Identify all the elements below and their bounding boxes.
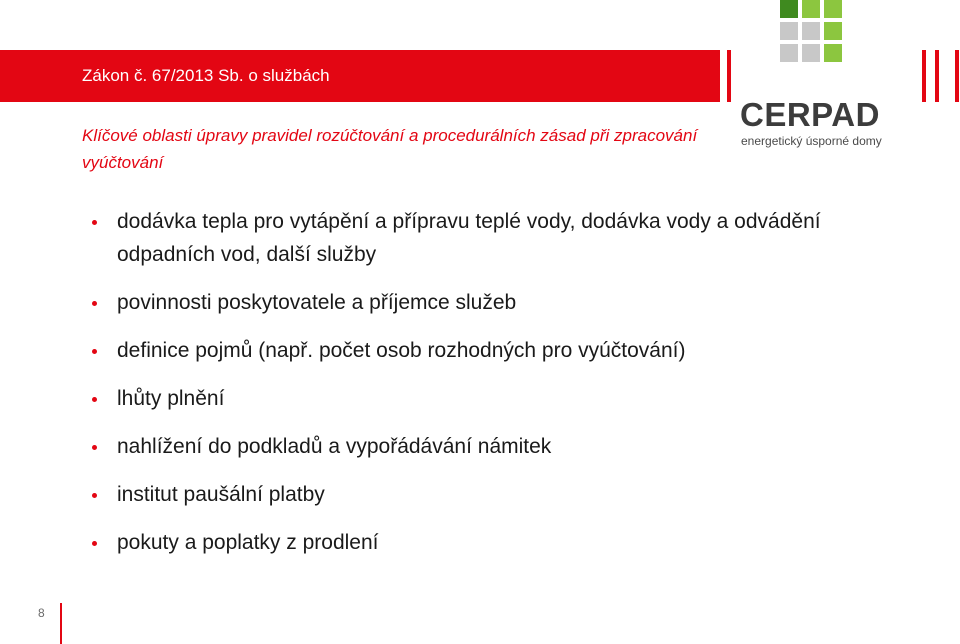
bullet-icon <box>92 445 97 450</box>
logo-square <box>824 0 842 18</box>
page-number: 8 <box>38 606 45 620</box>
list-item <box>92 478 852 511</box>
list-item <box>92 334 852 367</box>
list-item-text: povinnosti poskytovatele a příjemce služeb <box>117 291 517 314</box>
list-item-text: lhůty plnění <box>117 387 225 410</box>
decorative-bar <box>935 50 939 102</box>
bullet-list <box>92 205 852 574</box>
logo-square <box>780 0 798 18</box>
logo-square <box>780 44 798 62</box>
logo-square <box>780 22 798 40</box>
logo-square <box>802 44 820 62</box>
bullet-icon <box>92 349 97 354</box>
list-item-text: definice pojmů (např. počet osob rozhodných pro vyúčtování) <box>117 339 686 362</box>
list-item-text: dodávka tepla pro vytápění a přípravu teplé vody, dodávka vody a odvádění odpadních vod, další služby <box>117 210 821 266</box>
list-item <box>92 430 852 463</box>
list-item <box>92 526 852 559</box>
footer-divider <box>60 603 62 644</box>
bullet-icon <box>92 493 97 498</box>
logo-square <box>824 22 842 40</box>
bullet-icon <box>92 541 97 546</box>
logo-tagline: energetický úsporné domy <box>741 134 882 148</box>
bullet-icon <box>92 397 97 402</box>
bullet-icon <box>92 220 97 225</box>
list-item-text: institut paušální platby <box>117 483 325 506</box>
decorative-bar <box>922 50 926 102</box>
list-item <box>92 382 852 415</box>
bullet-icon <box>92 301 97 306</box>
list-item-text: pokuty a poplatky z prodlení <box>117 531 379 554</box>
list-item <box>92 205 852 271</box>
list-item <box>92 286 852 319</box>
list-item-text: nahlížení do podkladů a vypořádávání námitek <box>117 435 552 458</box>
cerpad-logo-squares-icon <box>780 0 844 64</box>
slide-header-title: Zákon č. 67/2013 Sb. o službách <box>82 66 330 85</box>
logo-square <box>802 0 820 18</box>
logo-wordmark: CERPAD <box>740 96 880 133</box>
logo-square <box>824 44 842 62</box>
decorative-bar <box>955 50 959 102</box>
slide-subtitle: Klíčové oblasti úpravy pravidel rozúčtování a procedurálních zásad při zpracování vyúčtování <box>82 126 698 172</box>
logo-square <box>802 22 820 40</box>
decorative-bar <box>727 50 731 102</box>
